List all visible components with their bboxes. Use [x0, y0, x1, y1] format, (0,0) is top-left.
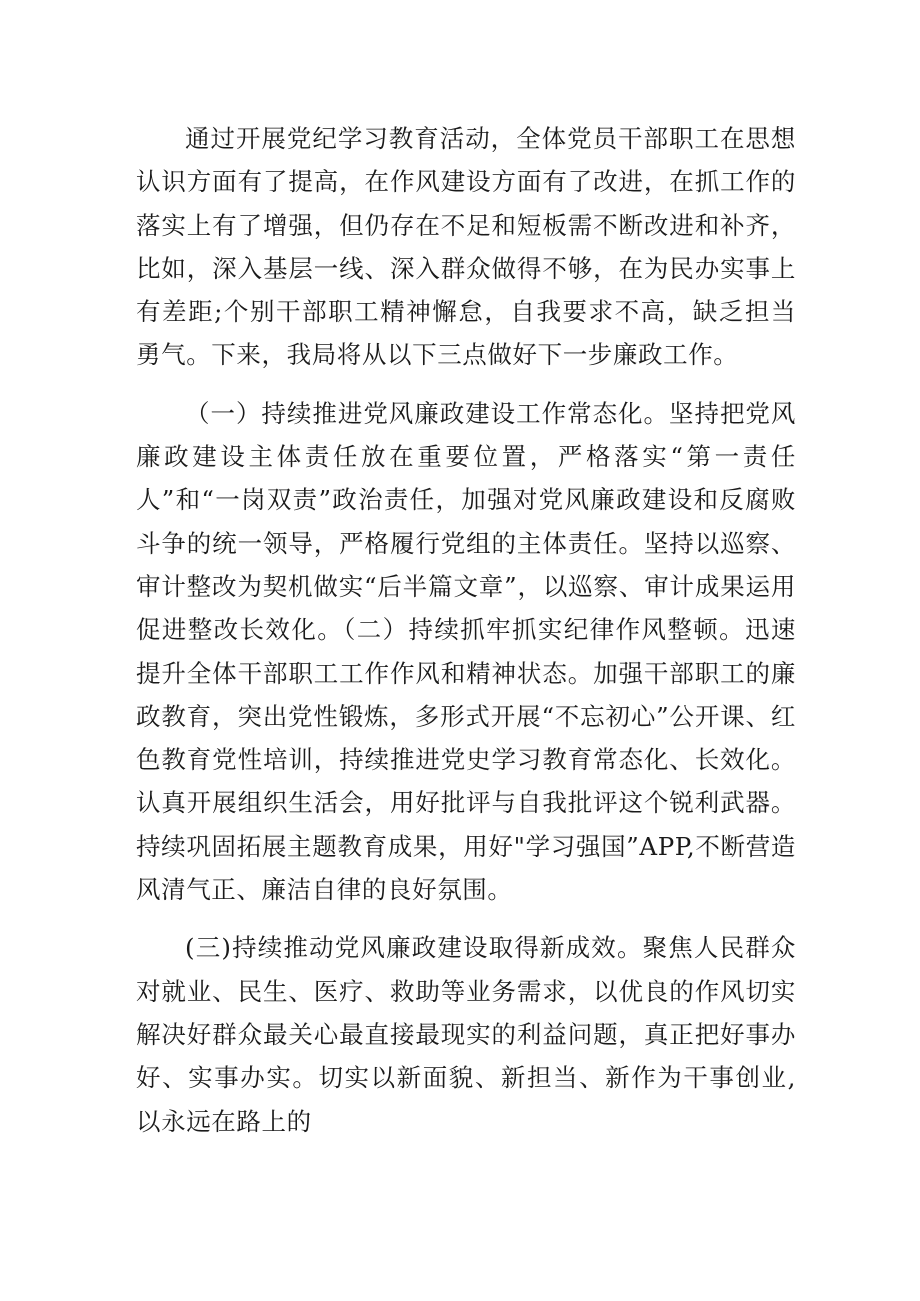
paragraph-measures-one-two: （一）持续推进党风廉政建设工作常态化。坚持把党风廉政建设主体责任放在重要位置，严格落实“第一责任人”和“一岗双责”政治责任，加强对党风廉政建设和反腐败斗争的统一领导，严格履行党组的主体责任。坚持以巡察、审计整改为契机做实“后半篇文章”，以巡察、审计成果运用促进整改长效化。（二）持续抓牢抓实纪律作风整顿。迅速提升全体干部职工工作作风和精神状态。加强干部职工的廉政教育，突出党性锻炼，多形式开展“不忘初心”公开课、红色教育党性培训，持续推进党史学习教育常态化、长效化。认真开展组织生活会，用好批评与自我批评这个锐利武器。持续巩固拓展主题教育成果，用好"学习强国”APP,不断营造风清气正、廉洁自律的良好氛围。	[136, 398, 796, 905]
paragraph-summary: 通过开展党纪学习教育活动，全体党员干部职工在思想认识方面有了提高，在作风建设方面有了改进，在抓工作的落实上有了增强，但仍存在不足和短板需不断改进和补齐，比如，深入基层一线、深入群众做得不够，在为民办实事上有差距;个别干部职工精神懈怠，自我要求不高，缺乏担当勇气。下来，我局将从以下三点做好下一步廉政工作。	[136, 124, 796, 370]
paragraph-measure-three: (三)持续推动党风廉政建设取得新成效。聚焦人民群众对就业、民生、医疗、救助等业务需求，以优良的作风切实解决好群众最关心最直接最现实的利益问题，真正把好事办好、实事办实。切实以新面貌、新担当、新作为干事创业,以永远在路上的	[136, 933, 796, 1136]
document-body	[136, 117, 796, 1143]
